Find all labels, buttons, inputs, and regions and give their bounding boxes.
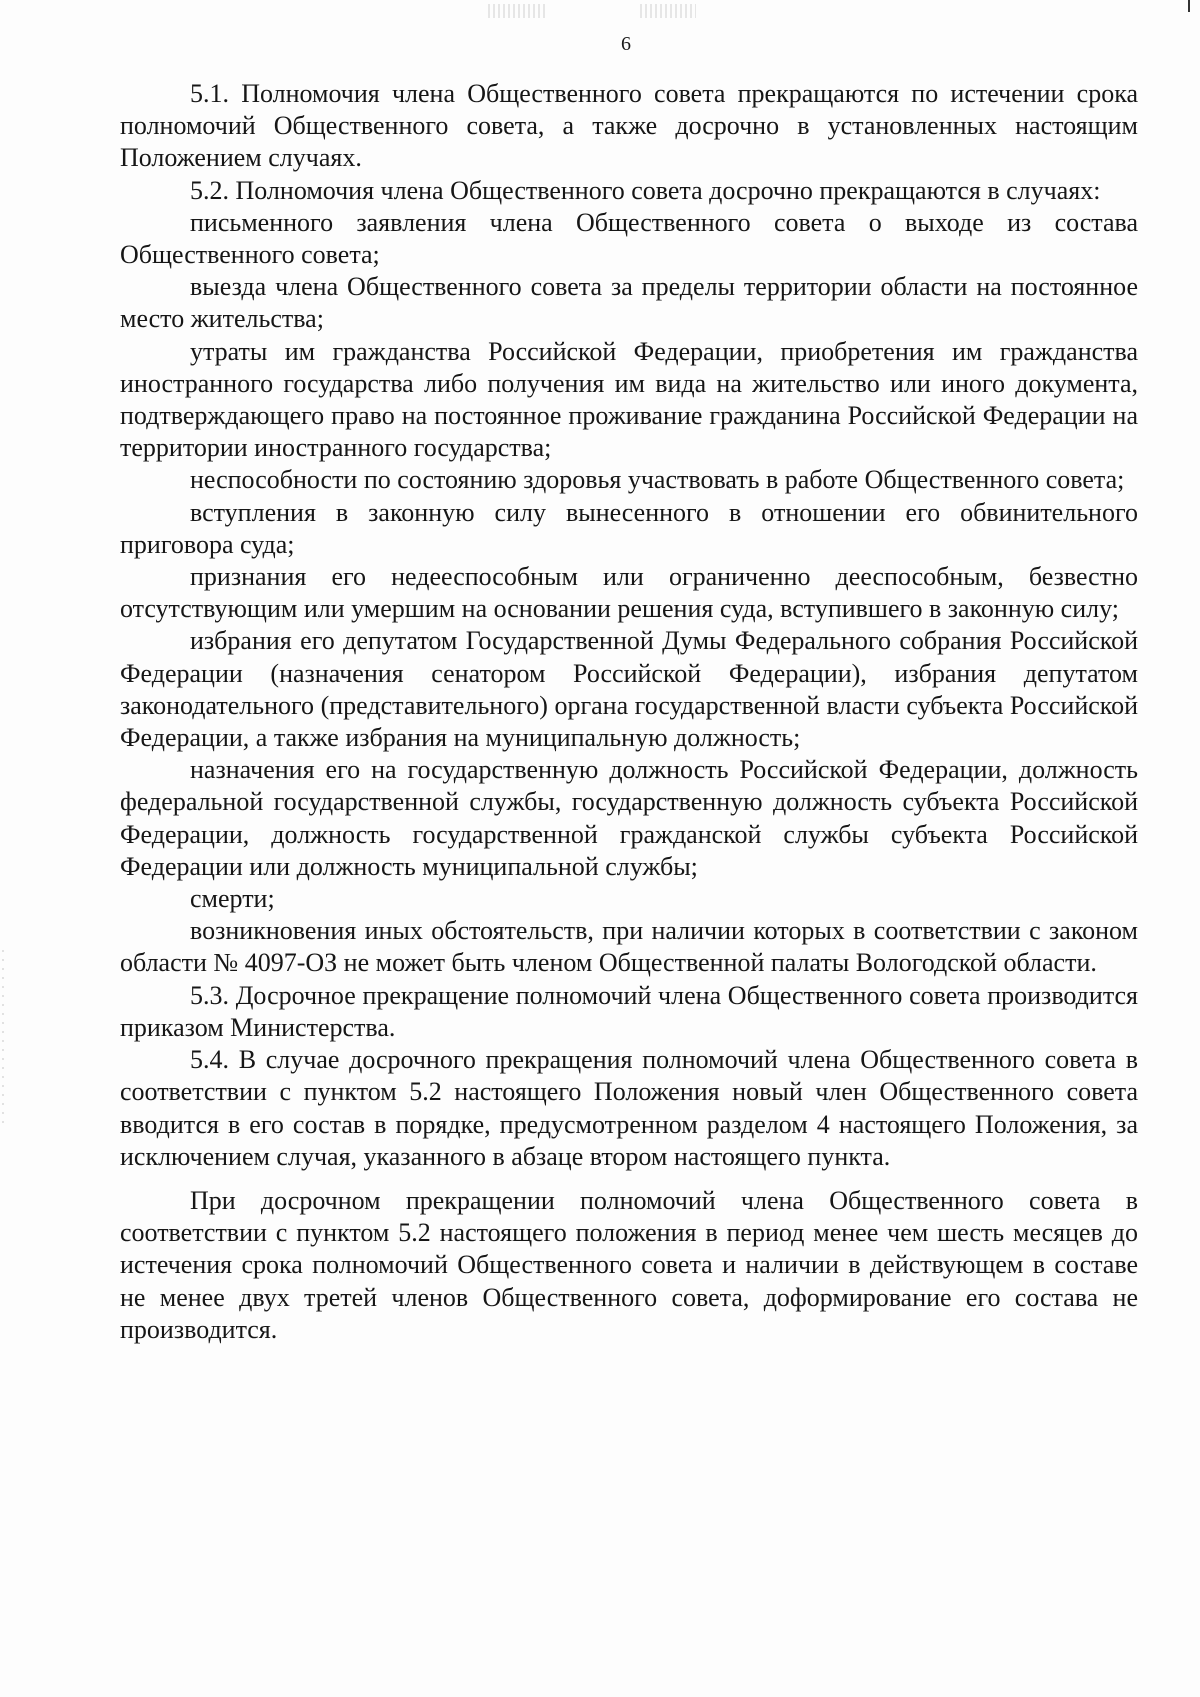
list-item: выезда члена Общественного совета за пределы территории области на постоянное место жительства; [120,272,1138,334]
paragraph-5-3: 5.3. Досрочное прекращение полномочий члена Общественного совета производится приказом Министерства. [120,980,1138,1042]
scan-edge-mark [1188,0,1190,12]
list-item: смерти; [190,884,275,914]
list-item: утраты им гражданства Российской Федерации, приобретения им гражданства иностранного государства либо получения им вида на жительство или иного документа, подтверждающего право на постоянное проживание гражданина Российской Федерации на территории иностранного государства; [120,336,1138,463]
paragraph-5-4: 5.4. В случае досрочного прекращения полномочий члена Общественного совета в соответствии с пунктом 5.2 настоящего Положения новый член Общественного совета вводится в его состав в порядке, предусмотренном разделом 4 настоящего Положения, за исключением случая, указанного в абзаце втором настоящего пункта. [120,1045,1138,1171]
paragraph-5-2: 5.2. Полномочия члена Общественного совета досрочно прекращаются в случаях: [190,175,1101,205]
page-number: 6 [621,33,631,55]
paragraph-5-1: 5.1. Полномочия члена Общественного совета прекращаются по истечении срока полномочий Общественного совета, а также досрочно в установленных настоящим Положением случаях. [120,79,1138,173]
list-item: признания его недееспособным или ограниченно дееспособным, безвестно отсутствующим или умершим на основании решения суда, вступившего в законную силу; [120,562,1138,624]
paragraph-5-4-second: При досрочном прекращении полномочий члена Общественного совета в соответствии с пунктом 5.2 настоящего положения в период менее чем шесть месяцев до истечения срока полномочий Общественного совета и наличии в действующем в составе не менее двух третей членов Общественного совета, доформирование его состава не производится. [120,1185,1138,1344]
list-item: назначения его на государственную должность Российской Федерации, должность федеральной государственной службы, государственную должность субъекта Российской Федерации, должность государственной гражданской службы субъекта Российской Федерации или должность муниципальной службы; [120,755,1138,881]
scan-artifact [640,4,696,18]
list-item: возникновения иных обстоятельств, при наличии которых в соответствии с законом области № 4097-ОЗ не может быть членом Общественной палаты Вологодской области. [120,916,1138,978]
scan-artifact [488,4,548,18]
list-item: письменного заявления члена Общественного совета о выходе из состава Общественного совета; [120,207,1138,270]
list-item: вступления в законную силу вынесенного в отношении его обвинительного приговора суда; [120,497,1138,559]
list-item: избрания его депутатом Государственной Думы Федерального собрания Российской Федерации (назначения сенатором Российской Федерации), избрания депутатом законодательного (представительного) органа государственной власти субъекта Российской Федерации, а также избрания на муниципальную должность; [120,626,1138,753]
document-body [120,78,1138,1346]
list-item: неспособности по состоянию здоровья участвовать в работе Общественного совета; [190,465,1125,495]
scan-edge-dots [2,950,4,1130]
